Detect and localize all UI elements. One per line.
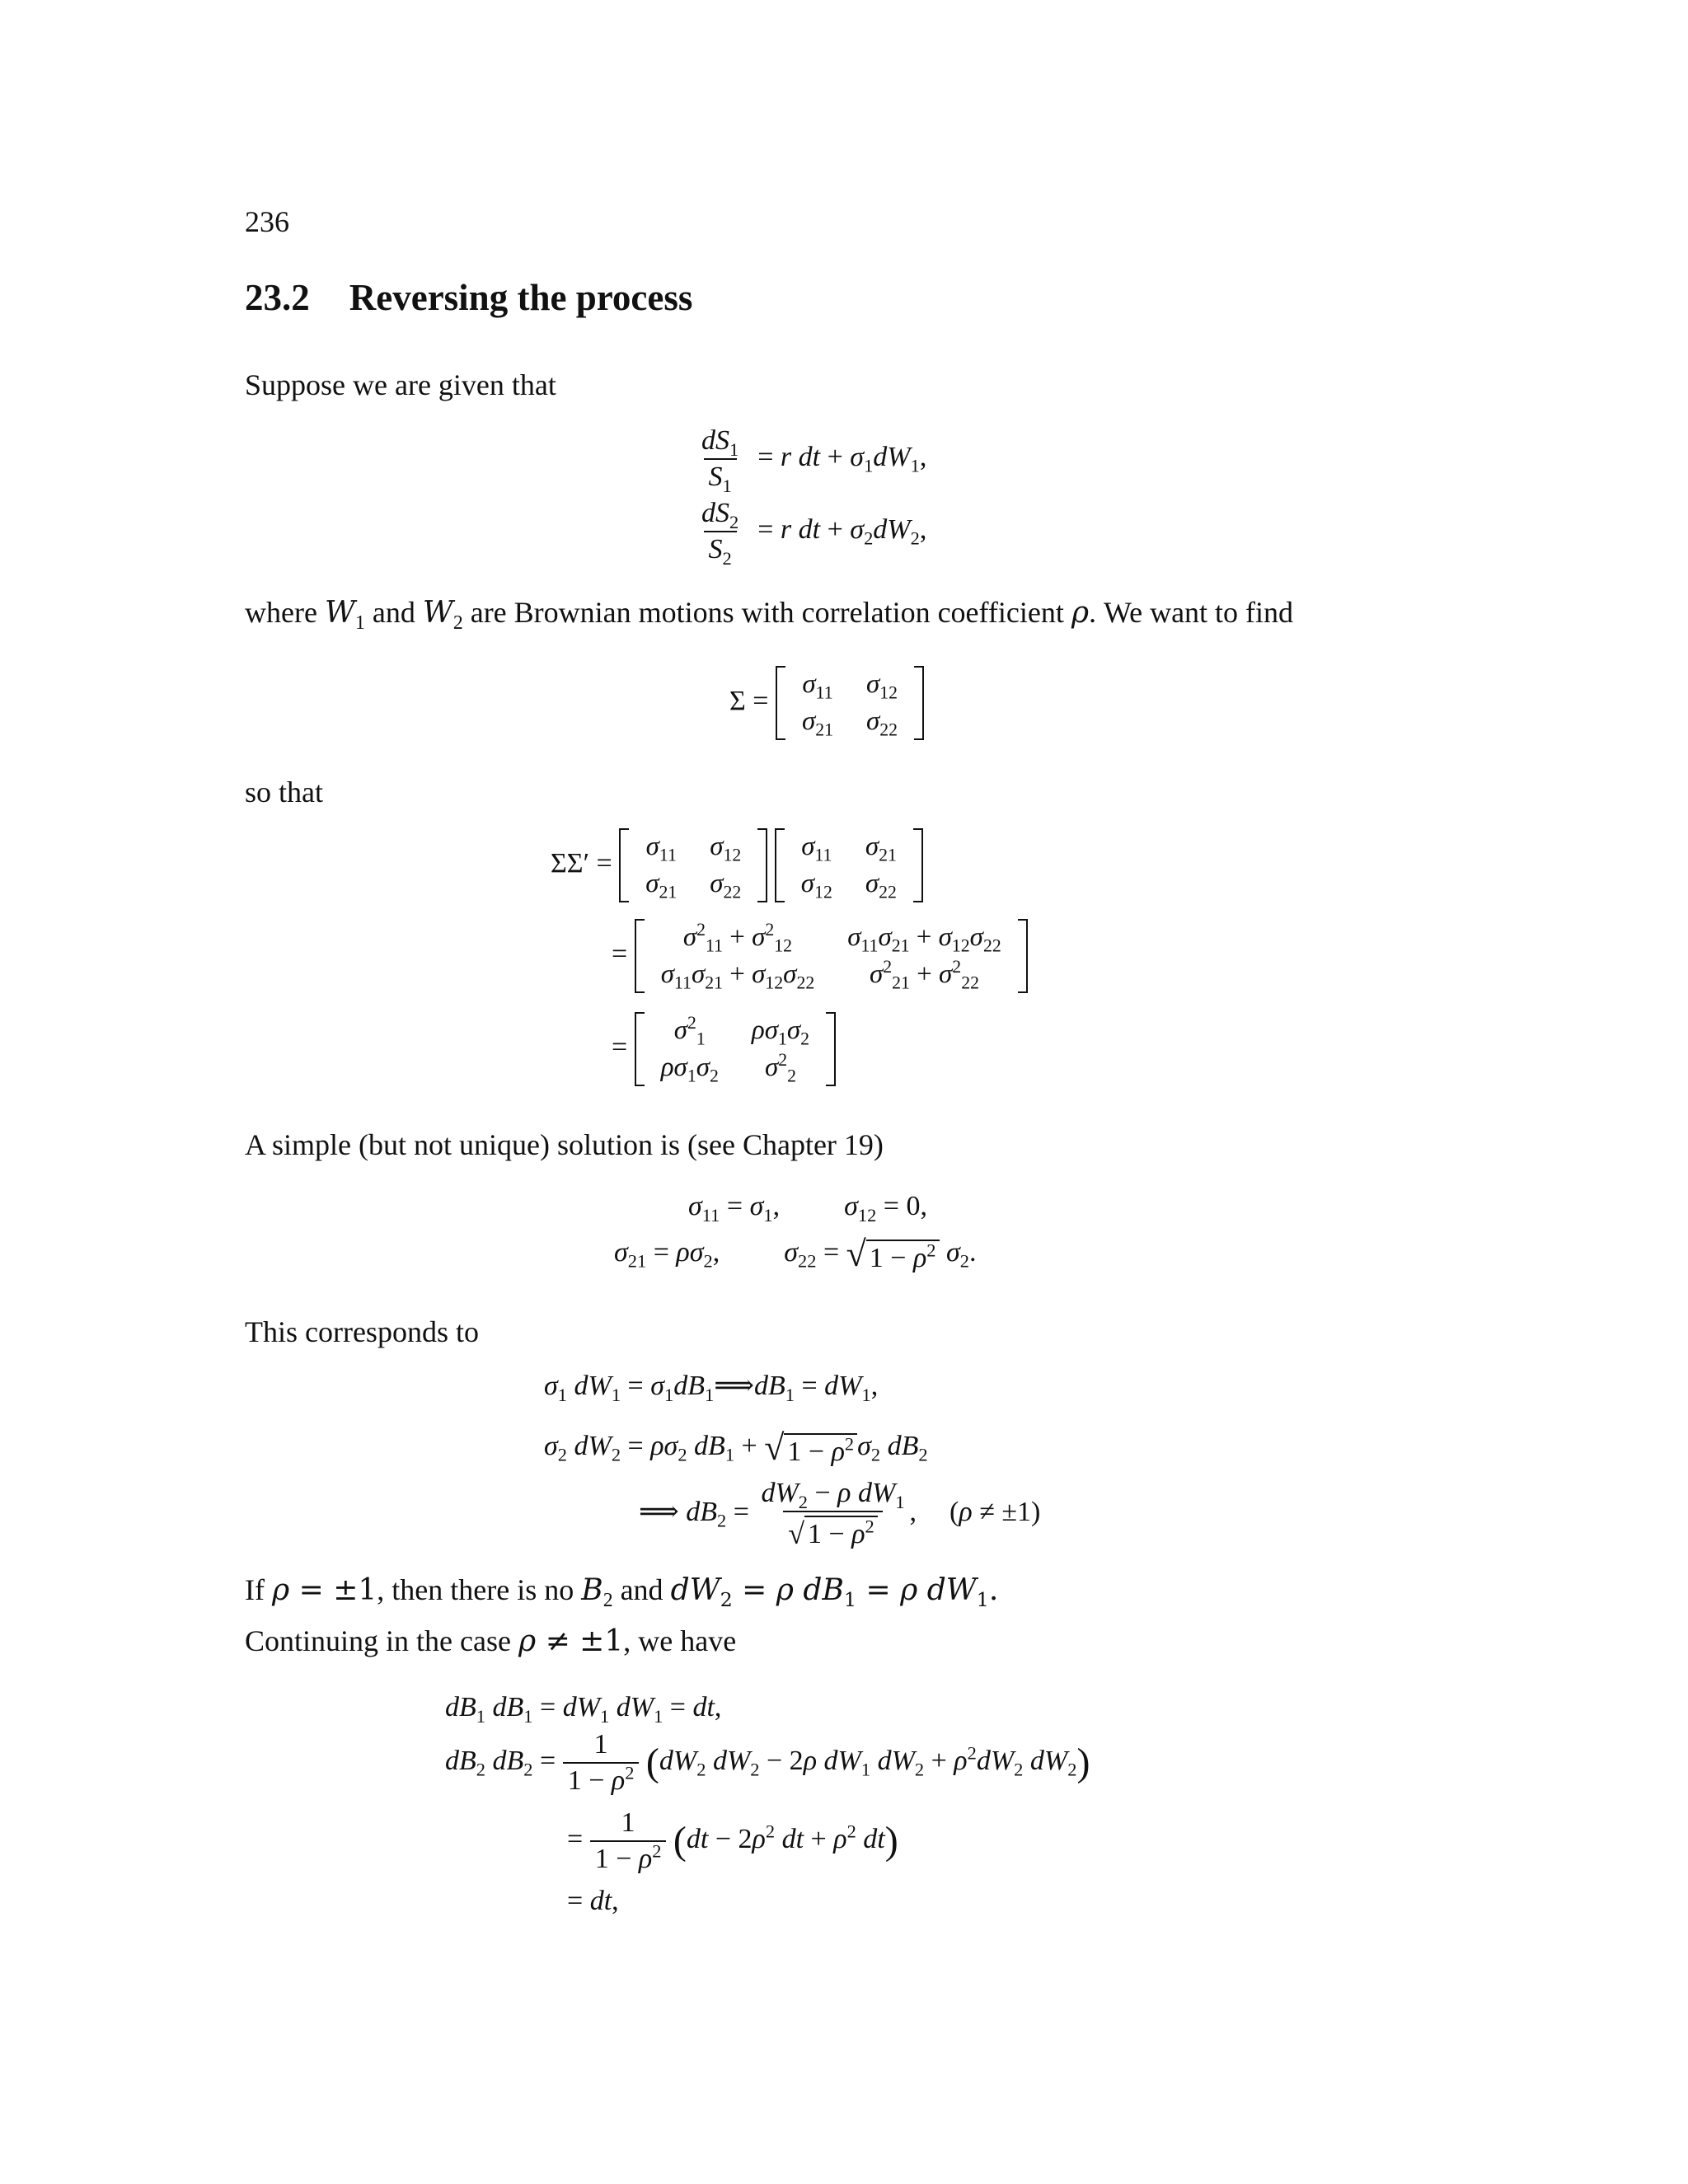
equation-sigma-matrix: Σ = $\sigma_{11}$ $\sigma_{12}$ $\sigma_{21}$ $\sigma_{22}$ — [729, 666, 924, 740]
equation-db2-db2: $dB_2$ $dB_2$ = $\frac{1}{1 - \rho^2}$ ($dW_2$ $dW_2 - 2\rho$ $dW_1$ $dW_2 + \rho^2dW_2$ $dW_2$) — [445, 1729, 1090, 1796]
paragraph-continuing: Continuing in the case ρ ≠ ±1, we have — [245, 1624, 737, 1658]
p6-text-c: and — [612, 1573, 671, 1606]
p2-text-d: . We want to find — [1089, 596, 1294, 629]
p2-text-b: and — [364, 596, 423, 629]
p6-text-b: , then there is no — [377, 1573, 582, 1606]
p2-text-c: are Brownian motions with correlation coefficient — [462, 596, 1071, 629]
section-title: Reversing the process — [349, 277, 693, 318]
p2-text-a: where — [245, 596, 325, 629]
section-heading — [245, 276, 692, 319]
paragraph-corresponds: This corresponds to — [245, 1315, 479, 1348]
page-number: 236 — [245, 205, 289, 238]
equation-sigma-product: ΣΣ′ = $\sigma_{11}$ $\sigma_{12}$ $\sigma_{21}$ $\sigma_{22}$ $\sigma_{11}$ $\sigma_{21}$ $\sigma_{12}$ $\sigma_{22}$ — [551, 828, 923, 902]
equation-sde-1: $\frac{dS_1}{S_1}$ = r dt + $\sigma_1dW_1$, — [701, 425, 927, 496]
equation-db1: $\sigma_1$ $dW_1$ = $\sigma_1dB_1⟹dB_1 = dW_1$, — [544, 1371, 879, 1405]
section-number: 23.2 — [245, 277, 310, 318]
paragraph-intro: Suppose we are given that — [245, 368, 556, 401]
p6-text-a: If — [245, 1573, 272, 1606]
p7-text-b: , we have — [623, 1624, 737, 1657]
p7-text-a: Continuing in the case — [245, 1624, 518, 1657]
equation-sigma-expanded: = $\sigma^2_{11} + \sigma^2_{12}$ $\sigma_{11}\sigma_{21} + \sigma_{12}\sigma_{22}$ $\sigma_{11}\sigma_{21} + \sigma_{12}\sigma_{22}$ $\sigma^2_{21} + \sigma^2_{22}$ — [612, 919, 1028, 993]
equation-solution-row-2: $\sigma_{21} = \rho\sigma_2$, $\sigma_{22}$ = √ $1 - \rho^2$ $\sigma_2$. — [614, 1234, 977, 1274]
equation-db1-db1: $dB_1$ $dB_1 = dW_1$ $dW_1$ = dt, — [445, 1692, 722, 1727]
equation-sigma-covariance: = $\sigma^2_1$ $\rho\sigma_1\sigma_2$ $\rho\sigma_1\sigma_2$ $\sigma^2_2$ — [612, 1012, 836, 1086]
equation-dw2: $\sigma_2$ $dW_2 = \rho\sigma_2$ $dB_1$ + √ $1 - \rho^2$ $\sigma_2$ $dB_2$ — [544, 1427, 928, 1468]
paragraph-solution: A simple (but not unique) solution is (see Chapter 19) — [245, 1128, 884, 1161]
equation-db2-result: = dt, — [567, 1886, 619, 1916]
equation-db2-simplify: = $\frac{1}{1 - \rho^2}$ ($dt - 2\rho^2$ dt + $\rho^2$ dt) — [567, 1807, 898, 1874]
paragraph-where: where $W_1$ and $W_2$ are Brownian motions with correlation coefficient ρ. We want to find — [245, 596, 1294, 635]
equation-db2: ⟹ $dB_2$ = $dW_2 - \rho$ $dW_1$ √ $1 - \rho^2$ , (ρ ≠ ±1) — [639, 1478, 1041, 1550]
paragraph-if-rho: If ρ = ±1, then there is no $B_2$ and $dW_2 = \rho$ $dB_1 = \rho$ $dW_1$. — [245, 1573, 999, 1612]
paragraph-so-that: so that — [245, 776, 323, 808]
equation-sde-2: $\frac{dS_2}{S_2}$ = r dt + $\sigma_2dW_2$, — [701, 498, 927, 569]
equation-solution-row-1: $\sigma_{11} = \sigma_1$, $\sigma_{12} = 0$, — [688, 1191, 927, 1226]
